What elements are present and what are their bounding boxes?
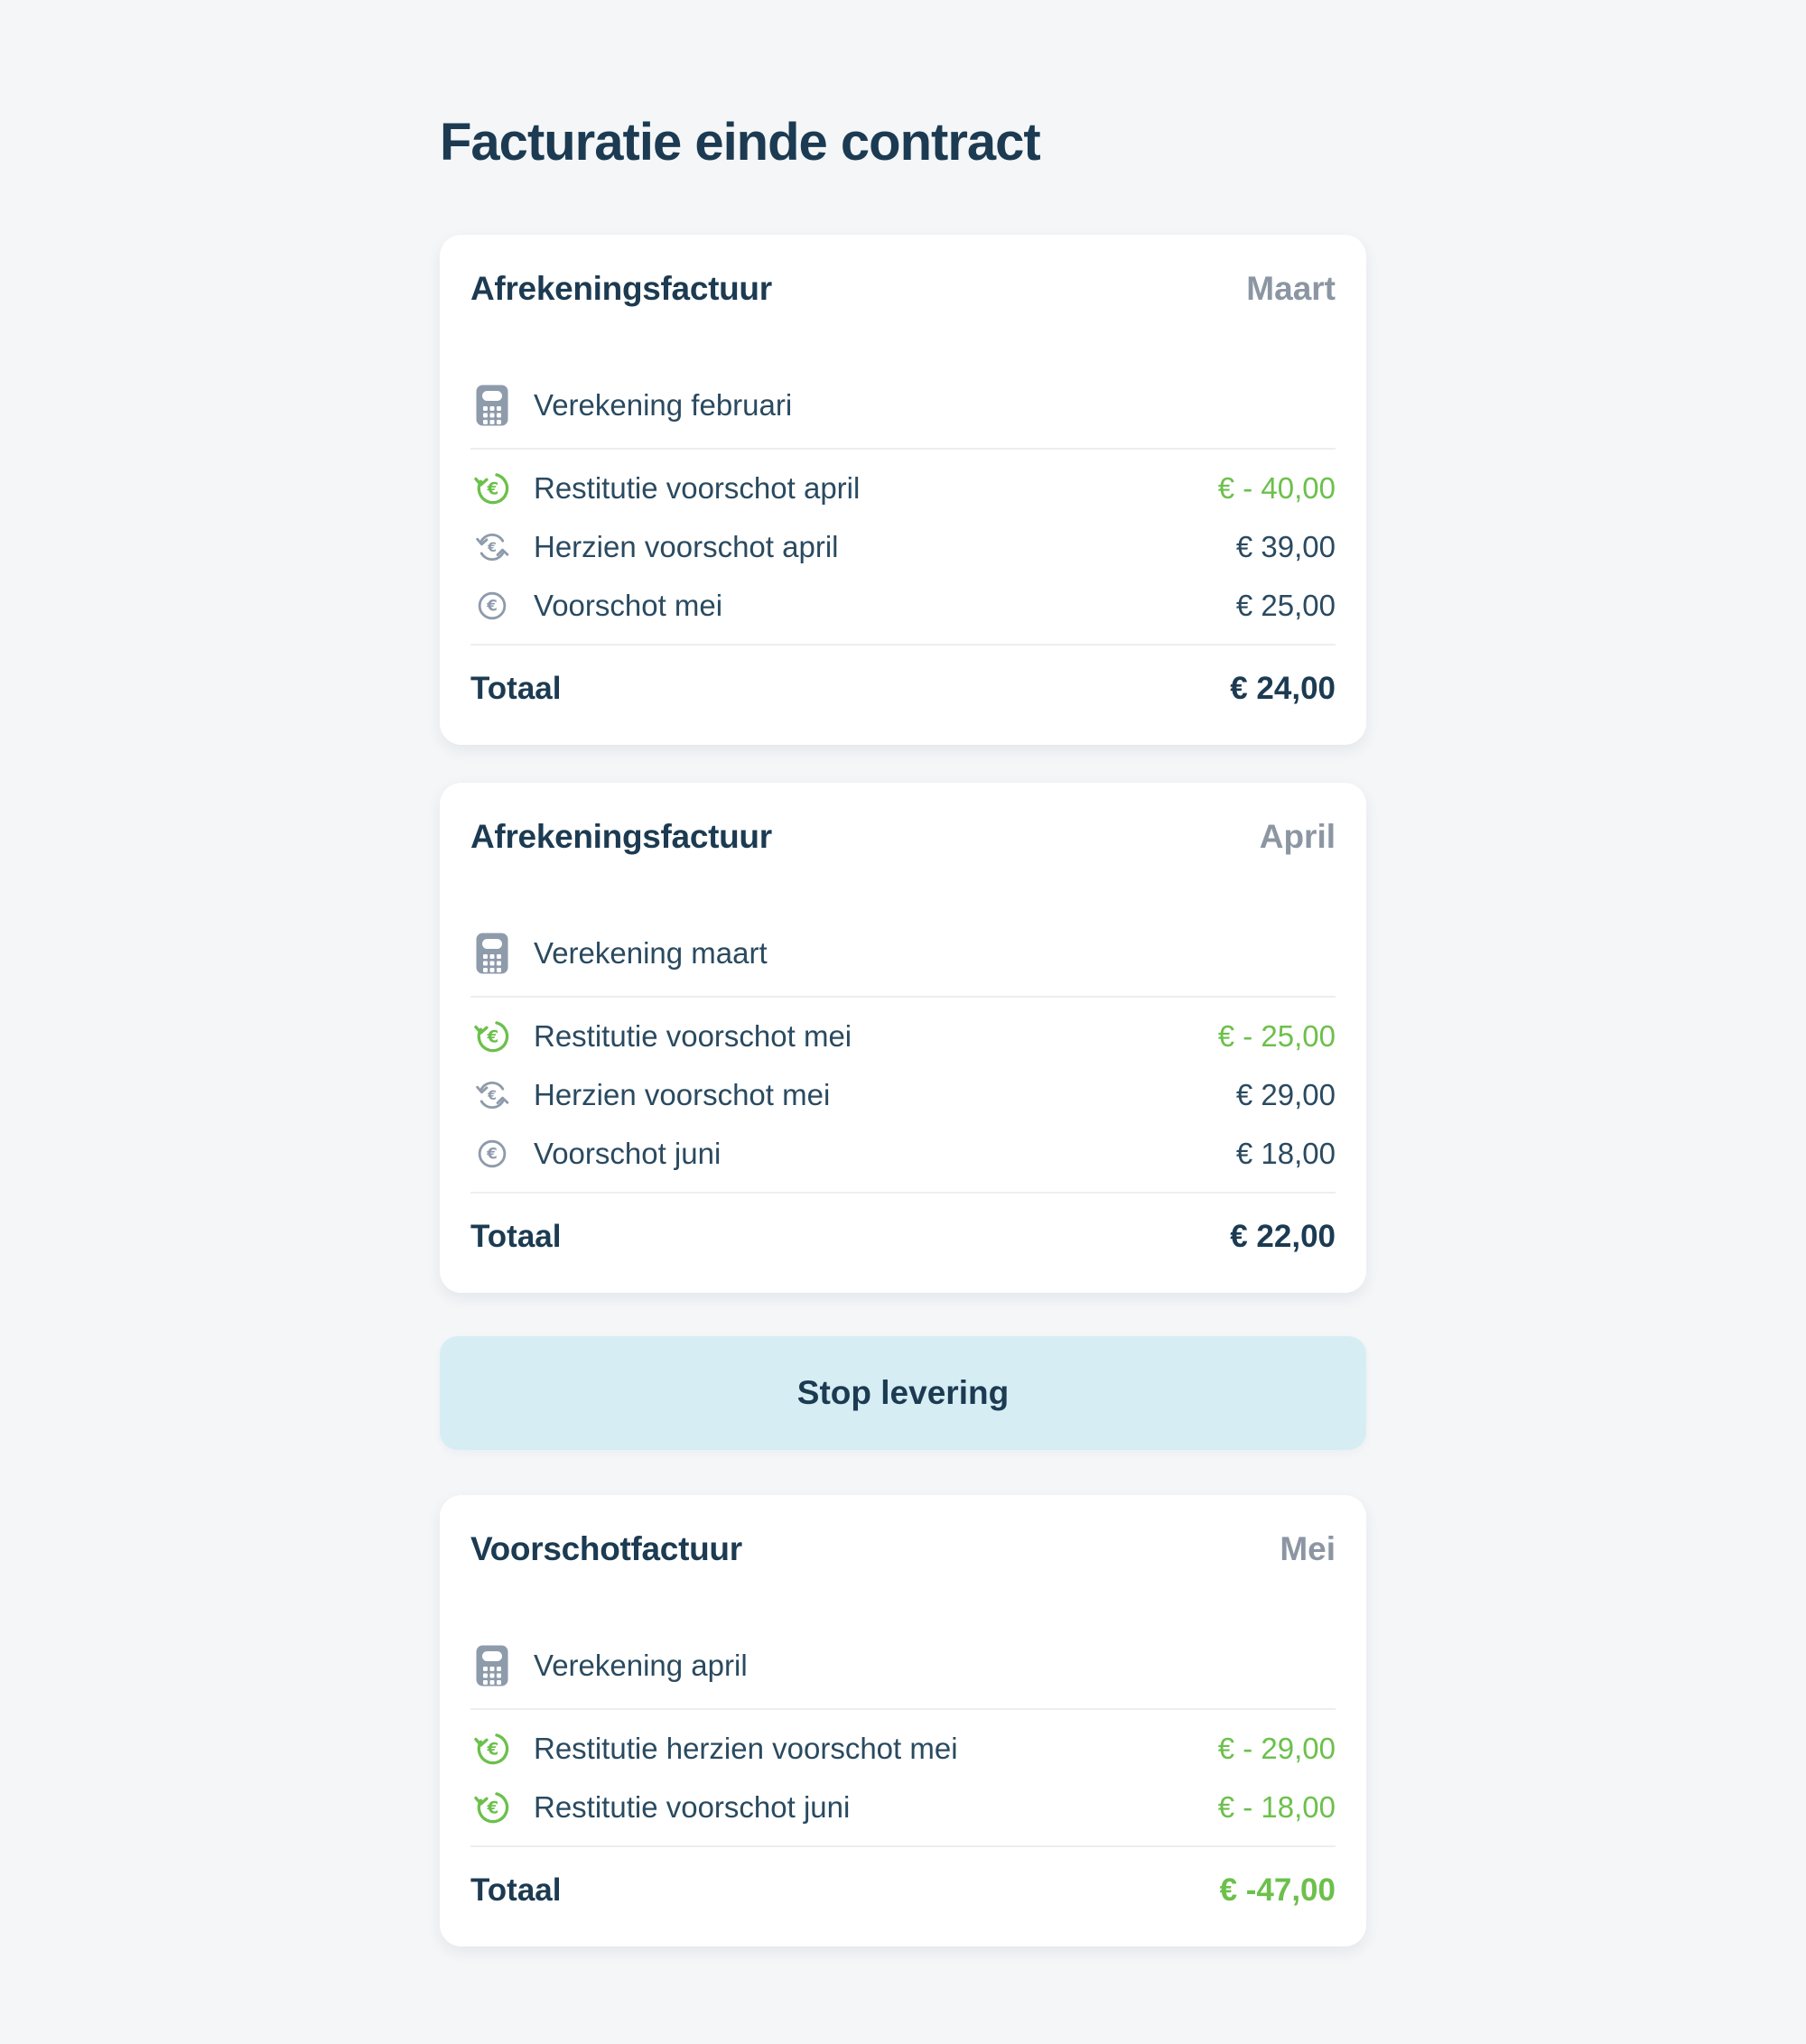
total-amount: € 24,00: [1230, 671, 1336, 706]
invoice-card-mei: [440, 1495, 1366, 1946]
euro-restitution-icon: [470, 1728, 514, 1770]
invoice-line: [470, 1124, 1336, 1183]
total-label: Totaal: [470, 1219, 562, 1254]
card-title: Afrekeningsfactuur: [470, 270, 772, 307]
line-label: Herzien voorschot april: [534, 529, 839, 563]
invoice-card-maart: [440, 235, 1366, 745]
invoice-line: [470, 1719, 1336, 1778]
settlement-label: Verekening maart: [534, 936, 768, 970]
page-title: Facturatie einde contract: [440, 113, 1040, 172]
calculator-icon: [470, 385, 514, 426]
line-label: Restitutie voorschot mei: [534, 1018, 852, 1053]
total-row: [470, 1847, 1336, 1909]
invoice-line: [470, 459, 1336, 517]
settlement-row: [470, 933, 1336, 998]
card-header: [470, 817, 1336, 857]
card-header: [470, 269, 1336, 309]
invoice-line: [470, 576, 1336, 635]
line-amount: € - 40,00: [1217, 470, 1336, 505]
card-title: Voorschotfactuur: [470, 1530, 742, 1567]
billing-page: [440, 0, 1366, 1946]
line-label: Herzien voorschot mei: [534, 1077, 831, 1111]
total-amount: € -47,00: [1219, 1872, 1336, 1908]
line-amount: € 25,00: [1235, 588, 1336, 622]
settlement-label: Verekening februari: [534, 388, 793, 422]
invoice-line: [470, 517, 1336, 576]
euro-circle-icon: [470, 587, 514, 625]
card-header: [470, 1529, 1336, 1569]
invoice-lines: [470, 450, 1336, 646]
settlement-row: [470, 385, 1336, 450]
invoice-lines: [470, 998, 1336, 1194]
calculator-icon: [470, 1645, 514, 1686]
card-month-badge: Maart: [1246, 270, 1336, 307]
euro-revised-icon: [470, 527, 514, 567]
line-amount: € 18,00: [1235, 1136, 1336, 1170]
line-label: Voorschot juni: [534, 1136, 721, 1170]
stop-levering-label: Stop levering: [796, 1374, 1010, 1411]
line-amount: € - 29,00: [1217, 1731, 1336, 1765]
line-amount: € - 18,00: [1217, 1789, 1336, 1824]
line-label: Restitutie voorschot april: [534, 470, 861, 505]
calculator-icon: [470, 933, 514, 974]
invoice-card-april: [440, 783, 1366, 1293]
total-label: Totaal: [470, 671, 562, 706]
euro-restitution-icon: [470, 1016, 514, 1057]
settlement-row: [470, 1645, 1336, 1710]
card-title: Afrekeningsfactuur: [470, 818, 772, 855]
invoice-line: [470, 1007, 1336, 1065]
invoice-line: [470, 1065, 1336, 1124]
line-amount: € 39,00: [1235, 529, 1336, 563]
euro-revised-icon: [470, 1075, 514, 1115]
stop-levering-banner: [440, 1336, 1366, 1450]
total-label: Totaal: [470, 1872, 562, 1908]
invoice-line: [470, 1778, 1336, 1836]
card-month-badge: Mei: [1280, 1530, 1336, 1567]
total-row: [470, 1194, 1336, 1255]
settlement-label: Verekening april: [534, 1649, 748, 1682]
line-label: Voorschot mei: [534, 588, 723, 622]
euro-restitution-icon: [470, 1787, 514, 1828]
card-month-badge: April: [1259, 818, 1336, 855]
euro-restitution-icon: [470, 468, 514, 509]
line-amount: € - 25,00: [1217, 1018, 1336, 1053]
euro-circle-icon: [470, 1135, 514, 1173]
total-amount: € 22,00: [1230, 1219, 1336, 1254]
invoice-lines: [470, 1710, 1336, 1847]
line-label: Restitutie voorschot juni: [534, 1789, 851, 1824]
line-amount: € 29,00: [1235, 1077, 1336, 1111]
total-row: [470, 646, 1336, 707]
line-label: Restitutie herzien voorschot mei: [534, 1731, 958, 1765]
